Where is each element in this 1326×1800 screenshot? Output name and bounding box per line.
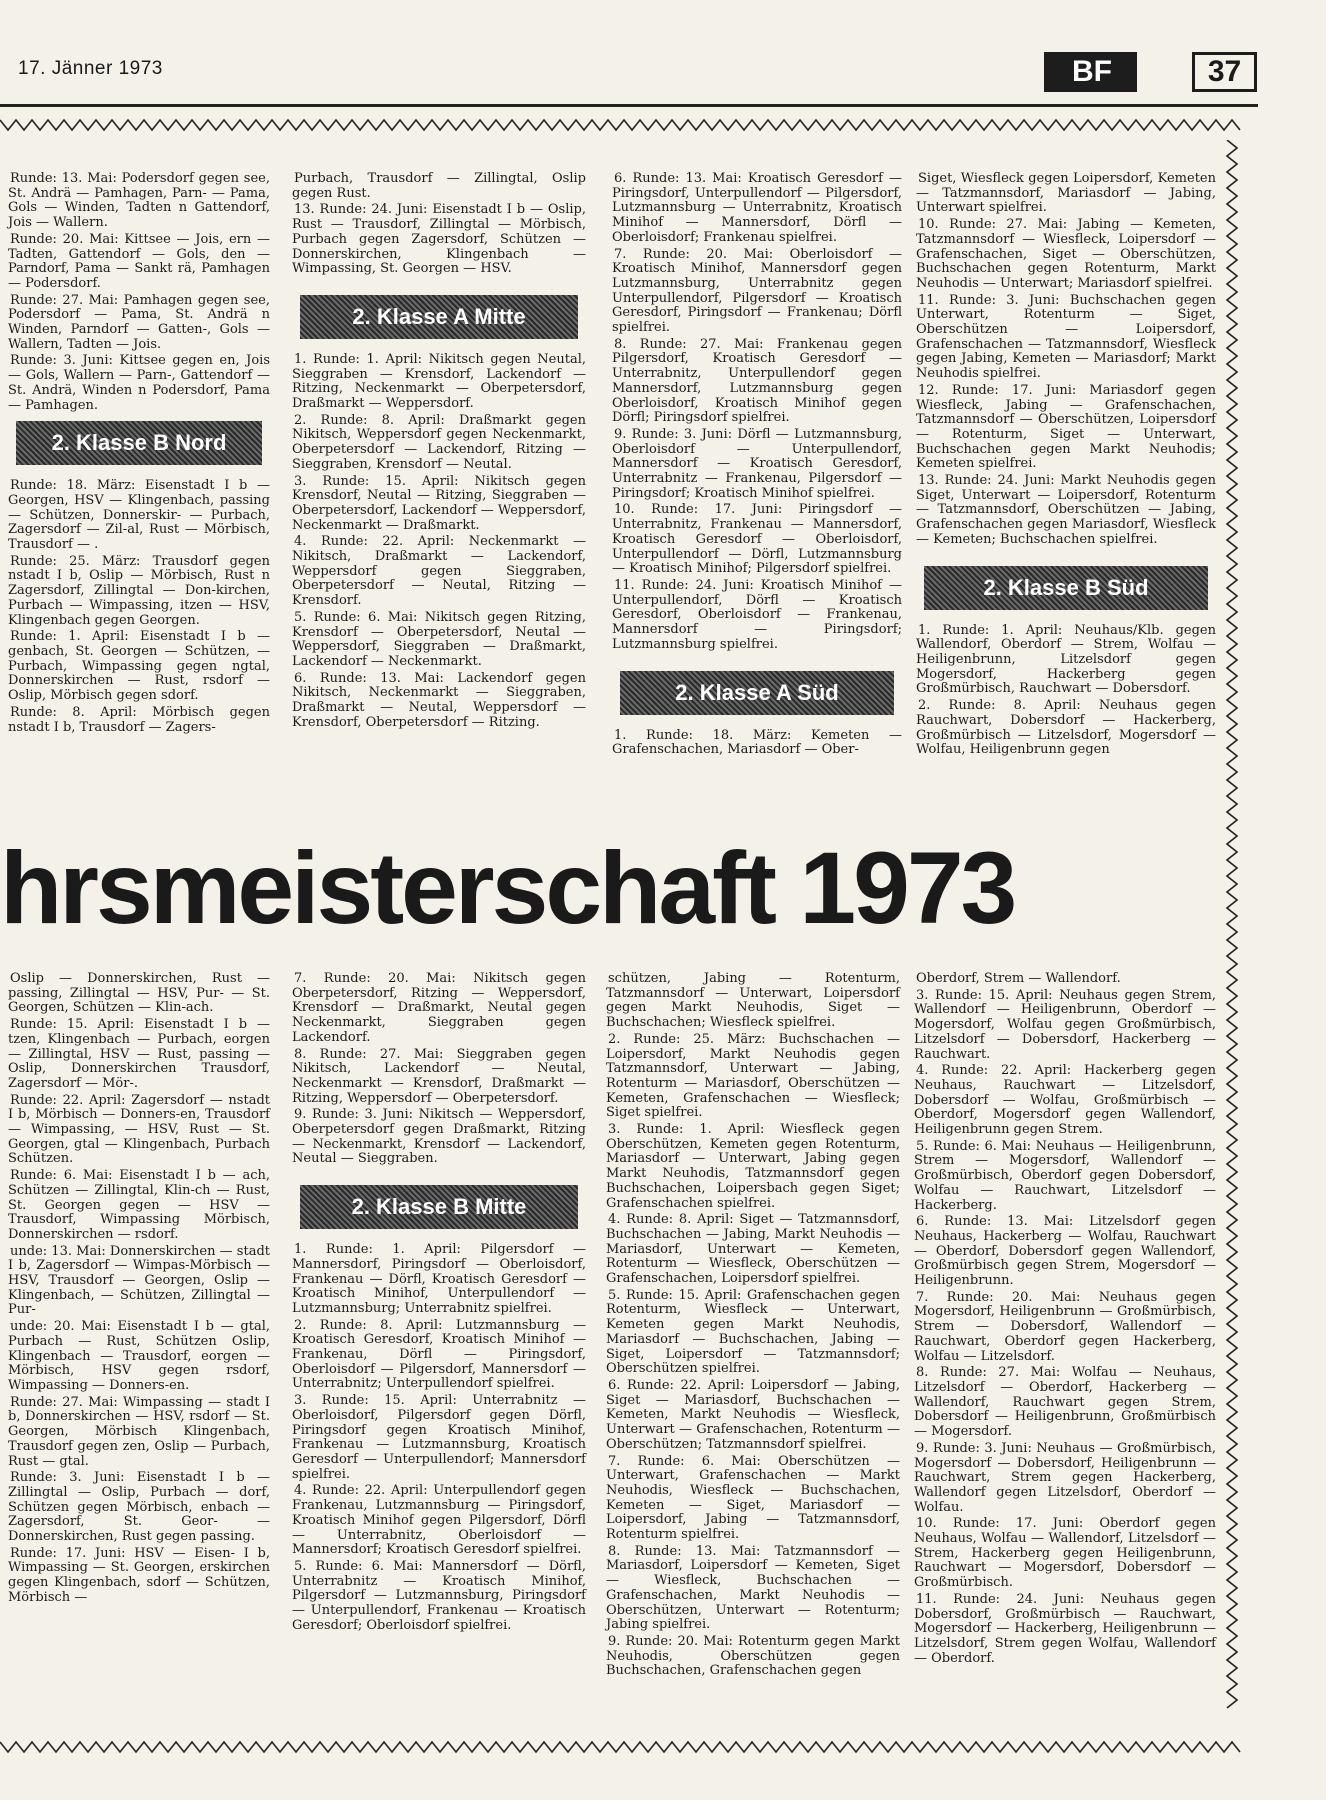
fixture-paragraph: Runde: 27. Mai: Wimpassing — stadt I b, Donnerskirchen — HSV, rsdorf — St. Georgen, Mörbisch Klingenbach, Trausdorf gegen zen, Oslip — Purbach, Rust — gtal. (8, 1394, 270, 1469)
fixture-paragraph: Runde: 13. Mai: Podersdorf gegen see, St. Andrä — Pamhagen, Parn- — Pama, Gols — Winden, Tadten n Gattendorf, Jois — Wallern. (8, 171, 270, 231)
fixture-paragraph: 13. Runde: 24. Juni: Markt Neuhodis gegen Siget, Unterwart — Loipersdorf, Rotenturm — Tatzmannsdorf, Oberschützen — Jabing, Grafenschachen gegen Mariasdorf, Wiesfleck — Kemeten; Buchschachen spielfrei. (916, 473, 1216, 547)
fixture-paragraph: 5. Runde: 6. Mai: Nikitsch gegen Ritzing, Krensdorf — Oberpetersdorf, Neutal — Weppersdorf, Sieggraben — Draßmarkt, Lackendorf — Neckenmarkt. (292, 609, 586, 669)
fixture-paragraph: 4. Runde: 8. April: Siget — Tatzmannsdorf, Buchschachen — Jabing, Markt Neuhodis — Mariasdorf, Unterwart — Kemeten, Rotenturm — Wiesfleck, Oberschützen — Grafenschachen, Loipersdorf spielfrei. (606, 1212, 900, 1287)
top-column-4 (916, 172, 1216, 760)
fixture-paragraph: Siget, Wiesfleck gegen Loipersdorf, Kemeten — Tatzmannsdorf, Mariasdorf — Jabing, Unterwart spielfrei. (916, 171, 1216, 216)
fixture-paragraph: Purbach, Trausdorf — Zillingtal, Oslip gegen Rust. (292, 171, 586, 201)
top-column-2 (292, 172, 586, 733)
fixture-paragraph: unde: 20. Mai: Eisenstadt I b — gtal, Purbach — Rust, Schützen Oslip, Klingenbach — Trausdorf, eorgen — Mörbisch, HSV gegen rsdorf, Wimpassing — Donners-en. (8, 1319, 270, 1393)
fixture-paragraph: 8. Runde: 27. Mai: Wolfau — Neuhaus, Litzelsdorf — Oberdorf, Hackerberg — Wallendorf, Rauchwart gegen Strem, Dobersdorf — Heiligenbrunn, Großmürbisch — Mogersdorf. (914, 1365, 1216, 1440)
bottom-column-2 (292, 972, 586, 1635)
fixture-paragraph: 10. Runde: 17. Juni: Oberdorf gegen Neuhaus, Wolfau — Wallendorf, Litzelsdorf — Strem, Hackerberg gegen Heiligenbrunn, Rauchwart — Mogersdorf, Dobersdorf — Großmürbisch. (914, 1516, 1216, 1591)
bottom-column-3 (606, 972, 900, 1681)
fixture-paragraph: Runde: 25. März: Trausdorf gegen nstadt I b, Oslip — Mörbisch, Rust n Zagersdorf, Zillingtal — Don-kirchen, Purbach — Wimpassing, itzen — HSV, Klingenbach gegen Georgen. (8, 553, 270, 628)
fixture-paragraph: Runde: 17. Juni: HSV — Eisen- I b, Wimpassing — St. Georgen, erskirchen gegen Klingenbach, sdorf — Schützen, Mörbisch — (8, 1545, 270, 1605)
fixture-paragraph: 4. Runde: 22. April: Unterpullendorf gegen Frankenau, Lutzmannsburg — Piringsdorf, Kroatisch Minihof gegen Pilgersdorf, Dörfl — Unterrabnitz, Oberloisdorf — Mannersdorf; Kroatisch Geresdorf spielfrei. (292, 1483, 586, 1558)
fixture-paragraph: 10. Runde: 17. Juni: Piringsdorf — Unterrabnitz, Frankenau — Mannersdorf, Kroatisch Geresdorf — Oberloisdorf, Unterpullendorf — Dörfl, Lutzmannsburg — Kroatisch Minihof; Pilgersdorf spielfrei. (612, 502, 902, 577)
fixture-paragraph: 6. Runde: 13. Mai: Kroatisch Geresdorf — Piringsdorf, Unterpullendorf — Pilgersdorf, Lutzmannsburg — Unterrabnitz, Kroatisch Minihof — Mannersdorf, Dörfl — Oberloisdorf; Frankenau spielfrei. (612, 171, 902, 245)
fixture-paragraph: 1. Runde: 18. März: Kemeten — Grafenschachen, Mariasdorf — Ober- (612, 727, 902, 758)
top-column-3 (612, 172, 902, 760)
fixture-paragraph: 11. Runde: 3. Juni: Buchschachen gegen Unterwart, Rotenturm — Siget, Oberschützen — Loipersdorf, Grafenschachen — Tatzmannsdorf, Wiesfleck gegen Jabing, Kemeten — Mariasdorf; Markt Neuhodis spielfrei. (916, 292, 1216, 382)
section-header-b-mitte: 2. Klasse B Mitte (300, 1185, 578, 1229)
fixture-paragraph: Runde: 27. Mai: Pamhagen gegen see, Podersdorf — Pama, St. Andrä n Winden, Parndorf — Gatten-, Gols — Wallern, Tadten — Jois. (8, 292, 270, 352)
fixture-paragraph: 9. Runde: 3. Juni: Dörfl — Lutzmannsburg, Oberloisdorf — Unterpullendorf, Mannersdorf — Kroatisch Geresdorf, Unterrabnitz — Frankenau, Pilgersdorf — Piringsdorf; Kroatisch Minihof spielfrei. (612, 426, 902, 501)
fixture-paragraph: 7. Runde: 20. Mai: Neuhaus gegen Mogersdorf, Heiligenbrunn — Großmürbisch, Strem — Dobersdorf, Wallendorf — Rauchwart, Oberdorf gegen Hackerberg, Wolfau — Litzelsdorf. (914, 1289, 1216, 1364)
fixture-paragraph: 2. Runde: 8. April: Neuhaus gegen Rauchwart, Dobersdorf — Hackerberg, Großmürbisch — Litzelsdorf, Mogersdorf — Wolfau, Heiligenbrunn gegen (916, 698, 1216, 758)
fixture-paragraph: Runde: 3. Juni: Eisenstadt I b — Zillingtal — Oslip, Purbach — dorf, Schützen gegen Mörbisch, enbach — Zagersdorf, St. Geor- — Donnerskirchen, Rust gegen passing. (8, 1470, 270, 1545)
column-text (8, 172, 270, 413)
fixture-paragraph: 11. Runde: 24. Juni: Kroatisch Minihof — Unterpullendorf, Dörfl — Kroatisch Geresdorf, Oberloisdorf — Frankenau, Mannersdorf — Piringsdorf; Lutzmannsburg spielfrei. (612, 577, 902, 652)
section-header-a-mitte: 2. Klasse A Mitte (300, 295, 578, 339)
fixture-paragraph: 12. Runde: 17. Juni: Mariasdorf gegen Wiesfleck, Jabing — Grafenschachen, Tatzmannsdorf — Oberschützen, Loipersdorf — Rotenturm, Siget — Unterwart, Buchschachen gegen Markt Neuhodis; Kemeten spielfrei. (916, 382, 1216, 472)
fixture-paragraph: Runde: 1. April: Eisenstadt I b — genbach, St. Georgen — Schützen, — Purbach, Wimpassing gegen ngtal, Donnerskirchen — Rust, rsdorf — Oslip, Mörbisch gegen sdorf. (8, 629, 270, 704)
fixture-paragraph: 4. Runde: 22. April: Hackerberg gegen Neuhaus, Rauchwart — Litzelsdorf, Dobersdorf — Wolfau, Großmürbisch — Oberdorf, Mogersdorf gegen Wallendorf, Heiligenbrunn gegen Strem. (914, 1063, 1216, 1138)
fixture-paragraph: Oberdorf, Strem — Wallendorf. (916, 971, 1121, 986)
top-column-1 (8, 172, 270, 737)
bottom-column-1 (8, 972, 270, 1608)
section-header-b-sued: 2. Klasse B Süd (924, 566, 1208, 610)
bottom-zigzag-border (0, 1740, 1245, 1754)
fixture-paragraph: Runde: 18. März: Eisenstadt I b — Georgen, HSV — Klingenbach, passing — Schützen, Donnerskir- — Purbach, Zagersdorf — Zil-al, Rust — Mörbisch, Trausdorf — . (8, 478, 270, 553)
fixture-paragraph: 13. Runde: 24. Juni: Eisenstadt I b — Oslip, Rust — Trausdorf, Zillingtal — Mörbisch, Purbach gegen Zagersdorf, Schützen — Donnerskirchen, Klingenbach — Wimpassing, St. Georgen — HSV. (292, 202, 586, 277)
top-zigzag-border (0, 118, 1245, 132)
fixture-paragraph: 2. Runde: 25. März: Buchschachen — Loipersdorf, Markt Neuhodis gegen Tatzmannsdorf, Unterwart — Jabing, Rotenturm — Mariasdorf, Oberschützen — Kemeten, Grafenschachen — Wiesfleck; Siget spielfrei. (606, 1031, 900, 1121)
fixture-paragraph: 7. Runde: 20. Mai: Nikitsch gegen Oberpetersdorf, Ritzing — Weppersdorf, Krensdorf — Draßmarkt, Neutal gegen Neckenmarkt, Sieggraben gegen Lackendorf. (292, 971, 586, 1045)
fixture-paragraph: Oslip — Donnerskirchen, Rust — passing, Zillingtal — HSV, Pur- — St. Georgen, Schützen — Klin-ach. (8, 971, 270, 1016)
fixture-paragraph: 3. Runde: 15. April: Nikitsch gegen Krensdorf, Neutal — Ritzing, Sieggraben — Oberpetersdorf, Lackendorf — Weppersdorf, Neckenmarkt — Draßmarkt. (292, 473, 586, 533)
header-rule (0, 104, 1258, 107)
fixture-paragraph: 8. Runde: 27. Mai: Frankenau gegen Pilgersdorf, Kroatisch Geresdorf — Unterrabnitz, Unterpullendorf gegen Mannersdorf, Lutzmannsburg gegen Oberloisdorf, Kroatisch Minihof gegen Dörfl; Piringsdorf spielfrei. (612, 336, 902, 426)
fixture-paragraph: 9. Runde: 3. Juni: Nikitsch — Weppersdorf, Oberpetersdorf gegen Draßmarkt, Ritzing — Neckenmarkt, Krensdorf — Lackendorf, Neutal — Sieggraben. (292, 1107, 586, 1167)
fixture-paragraph: 11. Runde: 24. Juni: Neuhaus gegen Dobersdorf, Großmürbisch — Rauchwart, Mogersdorf — Hackerberg, Heiligenbrunn — Litzelsdorf, Strem gegen Wolfau, Wallendorf — Oberdorf. (914, 1591, 1216, 1666)
fixture-paragraph: 5. Runde: 6. Mai: Neuhaus — Heiligenbrunn, Strem — Mogersdorf, Wallendorf — Großmürbisch, Oberdorf gegen Dobersdorf, Wolfau — Rauchwart, Litzelsdorf — Hackerberg. (914, 1138, 1216, 1213)
fixture-paragraph: Runde: 22. April: Zagersdorf — nstadt I b, Mörbisch — Donners-en, Trausdorf — Wimpassing, — HSV, Rust — St. Georgen, gtal — Klingenbach, Purbach Schützen. (8, 1092, 270, 1167)
fixture-paragraph: 3. Runde: 15. April: Neuhaus gegen Strem, Wallendorf — Heiligenbrunn, Oberdorf — Mogersdorf, Wolfau gegen Großmürbisch, Litzelsdorf — Dobersdorf, Hackerberg — Rauchwart. (914, 987, 1216, 1062)
fixture-paragraph: 7. Runde: 20. Mai: Oberloisdorf — Kroatisch Minihof, Mannersdorf gegen Lutzmannsburg, Unterrabnitz gegen Unterpullendorf, Pilgersdorf — Kroatisch Geresdorf, Piringsdorf — Frankenau; Dörfl spielfrei. (612, 246, 902, 336)
fixture-paragraph: 5. Runde: 6. Mai: Mannersdorf — Dörfl, Unterrabnitz — Kroatisch Minihof, Pilgersdorf — Lutzmannsburg, Piringsdorf — Unterpullendorf, Frankenau — Kroatisch Geresdorf; Oberloisdorf spielfrei. (292, 1558, 586, 1633)
fixture-paragraph: 8. Runde: 27. Mai: Sieggraben gegen Nikitsch, Lackendorf — Neutal, Neckenmarkt — Krensdorf, Draßmarkt — Ritzing, Weppersdorf — Oberpetersdorf. (292, 1046, 586, 1106)
fixture-paragraph: 1. Runde: 1. April: Neuhaus/Klb. gegen Wallendorf, Oberdorf — Strem, Wolfau — Heiligenbrunn, Litzelsdorf gegen Mogersdorf, Hackerberg gegen Großmürbisch, Rauchwart — Dobersdorf. (916, 622, 1216, 697)
fixture-paragraph: 9. Runde: 3. Juni: Neuhaus — Großmürbisch, Mogersdorf — Dobersdorf, Heiligenbrunn — Rauchwart, Strem gegen Hackerberg, Wallendorf gegen Litzelsdorf, Oberdorf — Wolfau. (914, 1440, 1216, 1515)
fixture-paragraph: 6. Runde: 13. Mai: Lackendorf gegen Nikitsch, Neckenmarkt — Sieggraben, Draßmarkt — Neutal, Weppersdorf — Krensdorf, Oberpetersdorf — Ritzing. (292, 670, 586, 730)
fixture-paragraph: 5. Runde: 15. April: Grafenschachen gegen Rotenturm, Wiesfleck — Unterwart, Kemeten gegen Markt Neuhodis, Mariasdorf — Buchschachen, Jabing — Siget, Loipersdorf — Tatzmannsdorf; Oberschützen spielfrei. (606, 1287, 900, 1377)
fixture-paragraph: 2. Runde: 8. April: Draßmarkt gegen Nikitsch, Weppersdorf gegen Neckenmarkt, Oberpetersdorf — Lackendorf, Ritzing — Sieggraben, Krensdorf — Neutal. (292, 412, 586, 472)
fixture-paragraph: 1. Runde: 1. April: Nikitsch gegen Neutal, Sieggraben — Krensdorf, Lackendorf — Ritzing, Neckenmarkt — Oberpetersdorf, Draßmarkt — Weppersdorf. (292, 351, 586, 412)
fixture-paragraph: Runde: 3. Juni: Kittsee gegen en, Jois — Gols, Wallern — Parn-, Gattendorf — St. Andrä, Winden n Podersdorf, Pama — Pamhagen. (8, 353, 270, 413)
fixture-paragraph: Runde: 8. April: Mörbisch gegen nstadt I b, Trausdorf — Zagers- (8, 704, 270, 735)
fixture-paragraph: unde: 13. Mai: Donnerskirchen — stadt I b, Zagersdorf — Wimpas-Mörbisch — HSV, Trausdorf — Georgen, Oslip — Klingenbach, — Schützen, Zillingtal — Pur- (8, 1243, 270, 1318)
fixture-paragraph: Runde: 20. Mai: Kittsee — Jois, ern — Tadten, Gattendorf — Gols, den — Parndorf, Pama — Sankt rä, Pamhagen — Podersdorf. (8, 231, 270, 291)
fixture-paragraph: 8. Runde: 13. Mai: Tatzmannsdorf — Mariasdorf, Loipersdorf — Kemeten, Siget — Wiesfleck, Buchschachen — Grafenschachen, Markt Neuhodis — Oberschützen, Unterwart — Rotenturm; Jabing spielfrei. (606, 1543, 900, 1633)
fixture-paragraph: Runde: 15. April: Eisenstadt I b — tzen, Klingenbach — Purbach, eorgen — Zillingtal, HSV — Rust, passing — Oslip, Donnerskirchen Trausdorf, Zagersdorf — Mör-. (8, 1017, 270, 1091)
fixture-paragraph: schützen, Jabing — Rotenturm, Tatzmannsdorf — Unterwart, Loipersdorf gegen Markt Neuhodis, Siget — Buchschachen; Wiesfleck spielfrei. (606, 971, 900, 1031)
fixture-paragraph: 2. Runde: 8. April: Lutzmannsburg — Kroatisch Geresdorf, Kroatisch Minihof — Frankenau, Dörfl — Piringsdorf, Oberloisdorf — Pilgersdorf, Mannersdorf — Unterrabnitz; Unterpullendorf spielfrei. (292, 1317, 586, 1392)
section-header-a-sued: 2. Klasse A Süd (620, 671, 894, 715)
fixture-paragraph: 1. Runde: 1. April: Pilgersdorf — Mannersdorf, Piringsdorf — Oberloisdorf, Frankenau — Dörfl, Kroatisch Geresdorf — Kroatisch Minihof, Unterpullendorf — Lutzmannsburg; Unterrabnitz spielfrei. (292, 1242, 586, 1316)
fixture-paragraph: 3. Runde: 15. April: Unterrabnitz — Oberloisdorf, Pilgersdorf gegen Dörfl, Piringsdorf gegen Kroatisch Minihof, Frankenau — Lutzmannsburg, Kroatisch Geresdorf — Unterpullendorf; Mannersdorf spielfrei. (292, 1393, 586, 1482)
bf-logo: BF (1044, 52, 1137, 92)
issue-date: 17. Jänner 1973 (18, 58, 163, 79)
fixture-paragraph: 3. Runde: 1. April: Wiesfleck gegen Oberschützen, Kemeten gegen Rotenturm, Mariasdorf — Unterwart, Jabing gegen Markt Neuhodis, Tatzmannsdorf gegen Buchschachen, Loipersbach gegen Siget; Grafenschachen spielfrei. (606, 1122, 900, 1211)
fixture-paragraph: Runde: 6. Mai: Eisenstadt I b — ach, Schützen — Zillingtal, Klin-ch — Rust, St. Georgen gegen — HSV — Trausdorf, Wimpassing Mörbisch, Donnerskirchen — rsdorf. (8, 1168, 270, 1242)
section-header-b-nord: 2. Klasse B Nord (16, 421, 262, 465)
column-text (8, 479, 270, 735)
fixture-paragraph: 6. Runde: 13. Mai: Litzelsdorf gegen Neuhaus, Hackerberg — Wolfau, Rauchwart — Oberdorf, Dobersdorf gegen Wallendorf, Großmürbisch gegen Strem, Mogersdorf — Heiligenbrunn. (914, 1214, 1216, 1289)
bottom-column-4 (914, 972, 1216, 1668)
fixture-paragraph: 10. Runde: 27. Mai: Jabing — Kemeten, Tatzmannsdorf — Wiesfleck, Loipersdorf — Grafenschachen, Siget — Oberschützen, Buchschachen gegen Rotenturm, Markt Neuhodis — Unterwart; Mariasdorf spielfrei. (916, 217, 1216, 291)
page-number: 37 (1192, 52, 1257, 92)
fixture-paragraph: 4. Runde: 22. April: Neckenmarkt — Nikitsch, Draßmarkt — Lackendorf, Weppersdorf gegen Sieggraben, Oberpetersdorf — Neutal, Ritzing — Krensdorf. (292, 534, 586, 609)
fixture-paragraph: 6. Runde: 22. April: Loipersdorf — Jabing, Siget — Mariasdorf, Buchschachen — Kemeten, Markt Neuhodis — Wiesfleck, Unterwart — Grafenschachen, Rotenturm — Oberschützen; Tatzmannsdorf spielfrei. (606, 1377, 900, 1452)
fixture-paragraph: 9. Runde: 20. Mai: Rotenturm gegen Markt Neuhodis, Oberschützen gegen Buchschachen, Grafenschachen gegen (606, 1633, 900, 1679)
fixture-paragraph: 7. Runde: 6. Mai: Oberschützen — Unterwart, Grafenschachen — Markt Neuhodis, Wiesfleck — Buchschachen, Kemeten — Siget, Mariasdorf — Loipersdorf, Jabing — Tatzmannsdorf, Rotenturm spielfrei. (606, 1453, 900, 1543)
headline: hrsmeisterschaft 1973 (0, 831, 1015, 945)
